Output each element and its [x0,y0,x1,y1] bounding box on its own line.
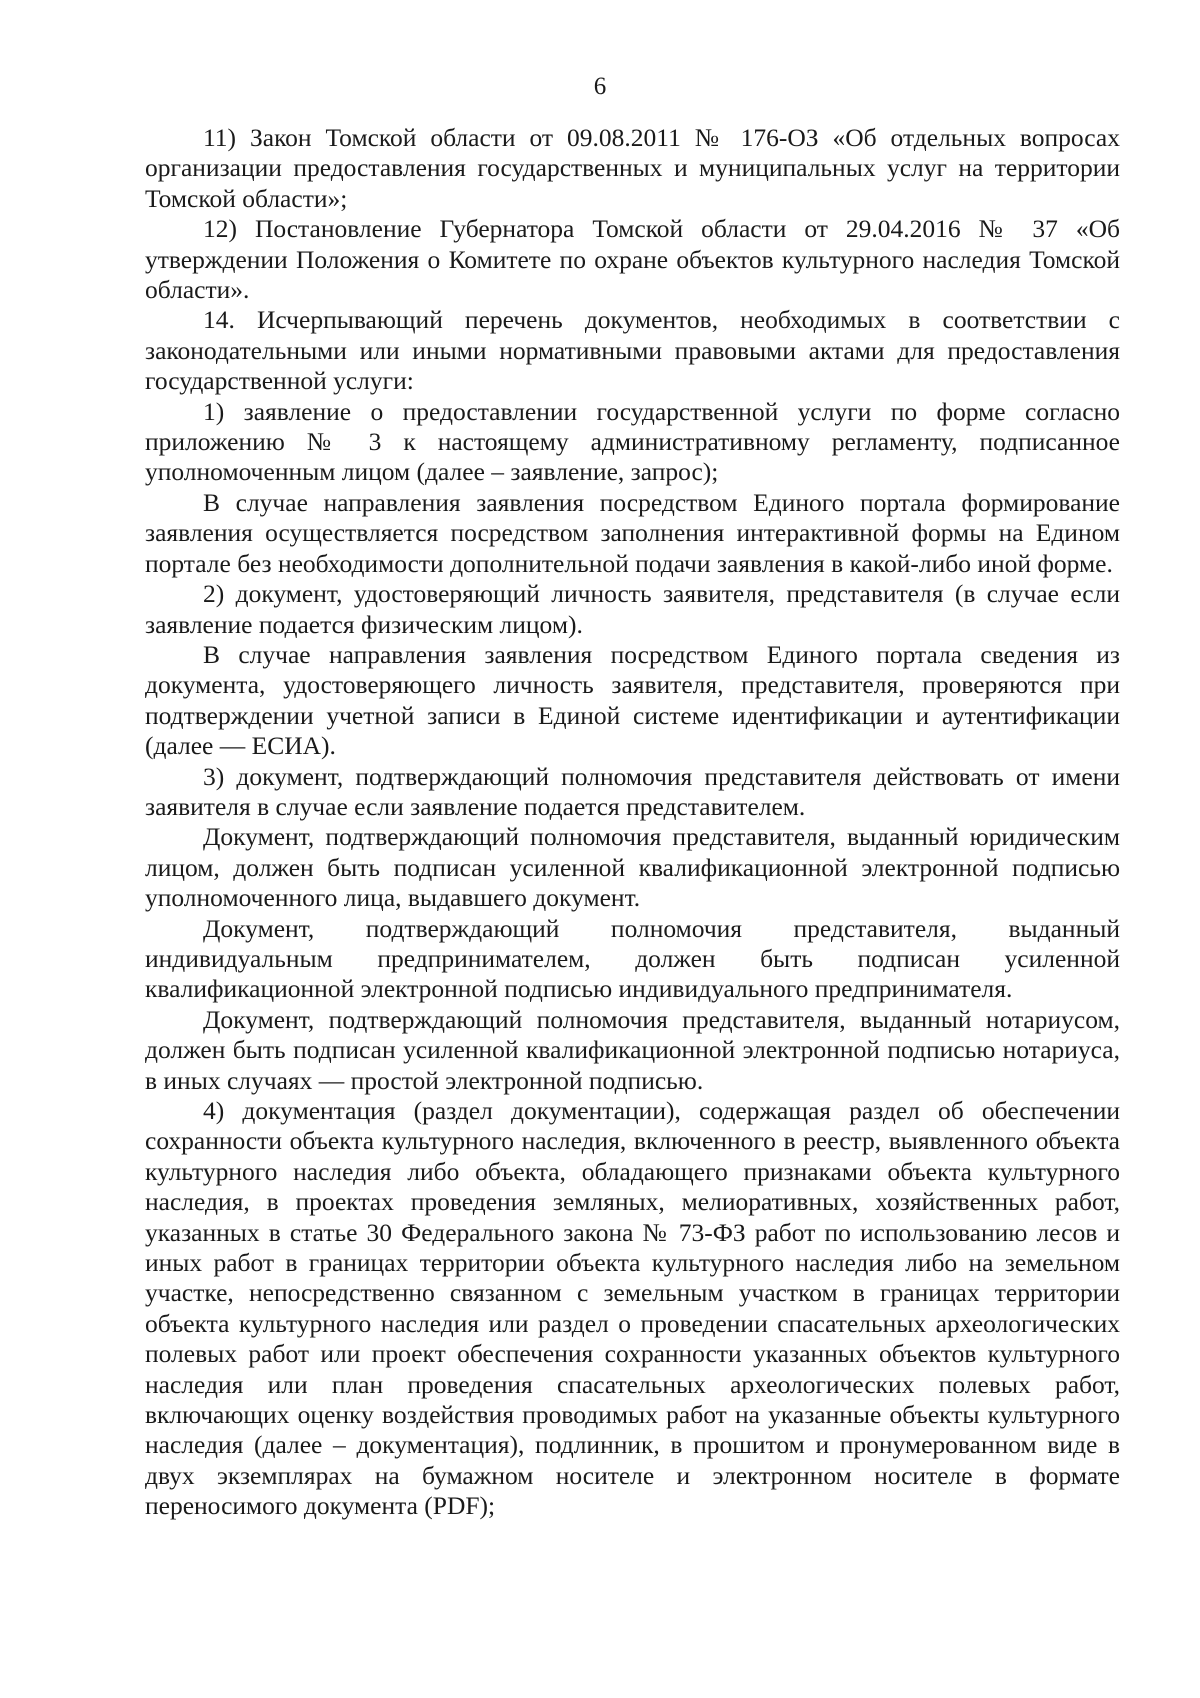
paragraph-item-4-documentation: 4) документация (раздел документации), содержащая раздел об обеспечении сохранности объекта культурного наследия, включенного в реестр, выявленного объекта культурного наследия либо объекта, обладающего признаками объекта культурного наследия, в проектах проведения земляных, мелиоративных, хозяйственных работ, указанных в статье 30 Федерального закона № 73-ФЗ работ по использованию лесов и иных работ в границах территории объекта культурного наследия либо на земельном участке, непосредственно связанном с земельным участком в границах территории объекта культурного наследия или раздел о проведении спасательных археологических полевых работ или проект обеспечения сохранности указанных объектов культурного наследия или план проведения спасательных археологических полевых работ, включающих оценку воздействия проводимых работ на указанные объекты культурного наследия (далее – документация), подлинник, в прошитом и пронумерованном виде в двух экземплярах на бумажном носителе и электронном носителе в формате переносимого документа (PDF); [145,1096,1120,1521]
page-number: 6 [593,73,607,100]
paragraph-item-1-application: 1) заявление о предоставлении государственной услуги по форме согласно приложению № 3 к настоящему административному регламенту, подписанное уполномоченным лицом (далее – заявление, запрос); [145,396,1120,487]
paragraph-entrepreneur-signature: Документ, подтверждающий полномочия представителя, выданный индивидуальным предпринимателем, должен быть подписан усиленной квалификационной электронной подписью индивидуального предпринимателя. [145,913,1120,1004]
paragraph-law-176-oz: 11) Закон Томской области от 09.08.2011 № 176-ОЗ «Об отдельных вопросах организации предоставления государственных и муниципальных услуг на территории Томской области»; [145,123,1120,213]
paragraph-governor-decree: 12) Постановление Губернатора Томской области от 29.04.2016 № 37 «Об утверждении Положения о Комитете по охране объектов культурного наследия Томской области». [145,214,1120,305]
paragraph-14-document-list: 14. Исчерпывающий перечень документов, необходимых в соответствии с законодательными или иными нормативными правовыми актами для предоставления государственной услуги: [145,305,1120,396]
paragraph-legal-entity-signature: Документ, подтверждающий полномочия представителя, выданный юридическим лицом, должен быть подписан усиленной квалификационной электронной подписью уполномоченного лица, выдавшего документ. [145,822,1120,913]
paragraph-esia-verification: В случае направления заявления посредством Единого портала сведения из документа, удостоверяющего личность заявителя, представителя, проверяются при подтверждении учетной записи в Единой системе идентификации и аутентификации (далее — ЕСИА). [145,639,1120,761]
document-body [145,123,1120,1522]
paragraph-item-2-identity: 2) документ, удостоверяющий личность заявителя, представителя (в случае если заявление подается физическим лицом). [145,579,1120,639]
paragraph-item-3-authority: 3) документ, подтверждающий полномочия представителя действовать от имени заявителя в случае если заявление подается представителем. [145,761,1120,821]
paragraph-notary-signature: Документ, подтверждающий полномочия представителя, выданный нотариусом, должен быть подписан усиленной квалификационной электронной подписью нотариуса, в иных случаях — простой электронной подписью. [145,1004,1120,1095]
paragraph-portal-application: В случае направления заявления посредством Единого портала формирование заявления осуществляется посредством заполнения интерактивной формы на Едином портале без необходимости дополнительной подачи заявления в какой-либо иной форме. [145,487,1120,578]
